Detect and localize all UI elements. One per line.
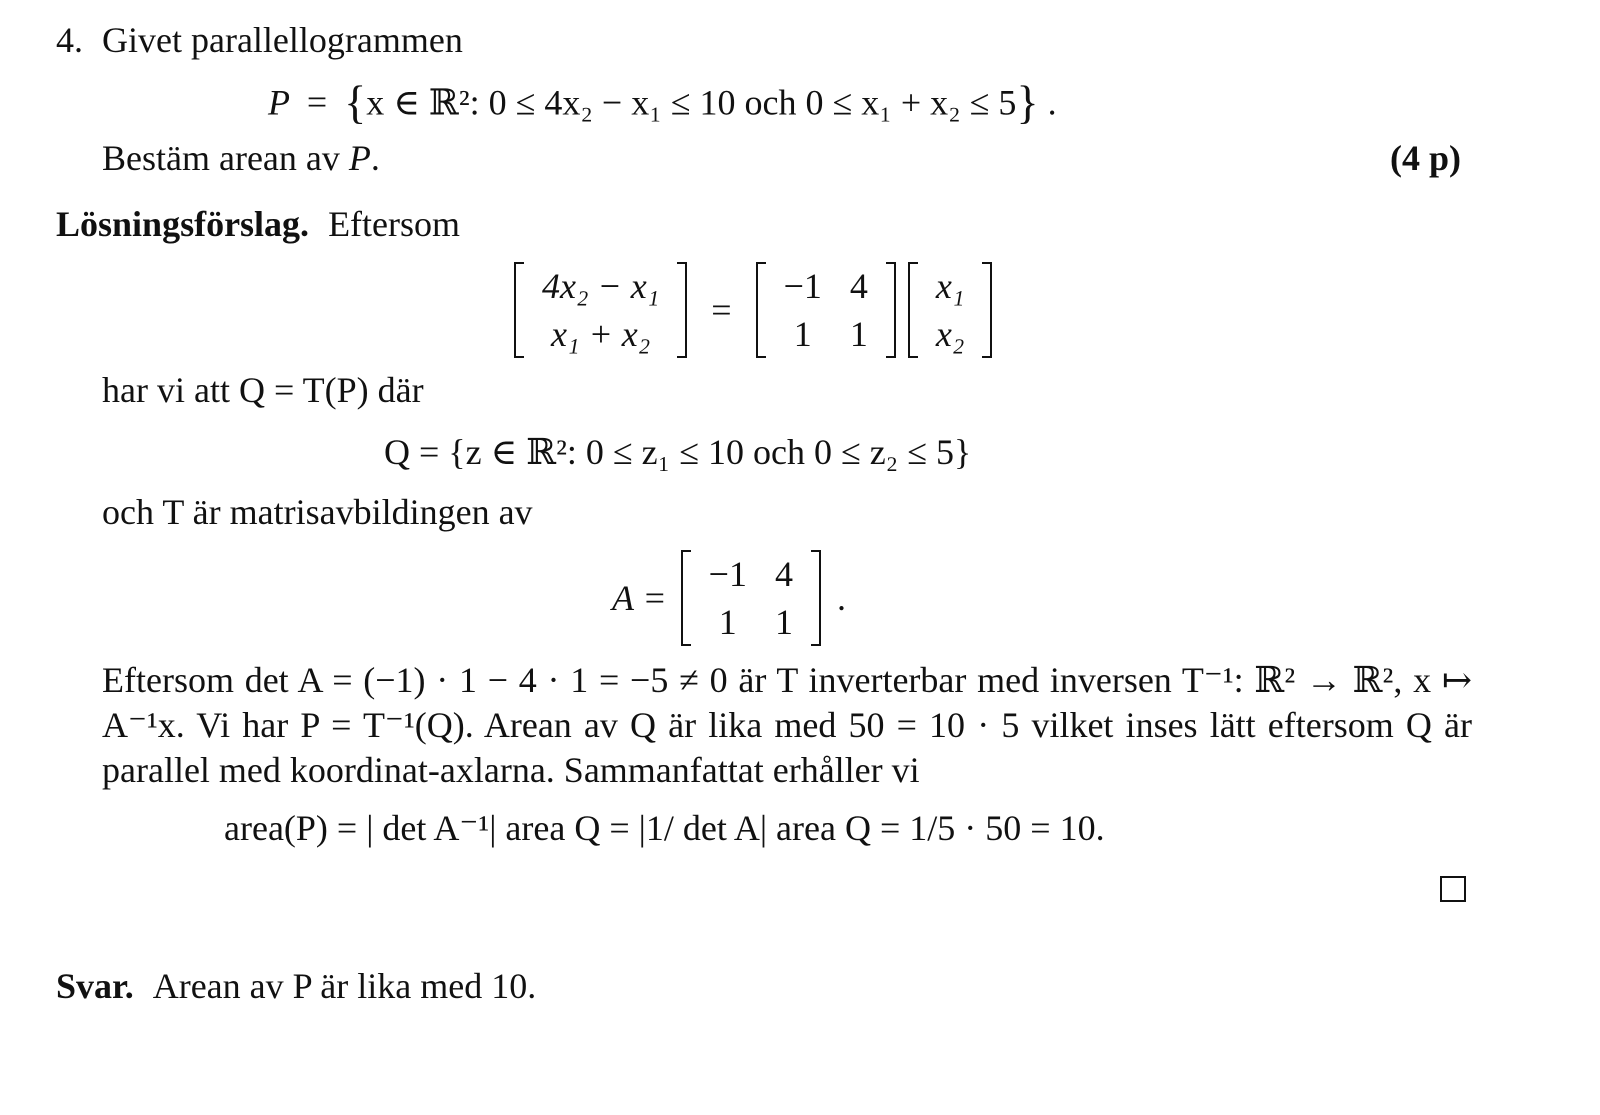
- vector-rhs-entry: x₁: [935, 266, 965, 306]
- matrix-equation: [514, 262, 992, 358]
- solution-paragraph: Eftersom det A = (−1) · 1 − 4 · 1 = −5 ≠ 0 är T inverterbar med inversen T⁻¹: ℝ² → ℝ², x ↦ A⁻¹x. Vi har P = T⁻¹(Q). Arean av Q är lika med 50 = 10 · 5 vilket inses lätt eftersom Q är parallel med koordinat-axlarna. Sammanfattat erhåller vi: [102, 660, 1472, 790]
- matrix-entry: 4: [774, 554, 793, 594]
- set-definition-p: P = {x ∈ ℝ²: 0 ≤ 4x₂ − x₁ ≤ 10 och 0 ≤ x₁ + x₂ ≤ 5} .: [268, 77, 1057, 128]
- vector-lhs: [514, 262, 687, 358]
- intro-text: Givet parallellogrammen: [102, 20, 463, 60]
- task-line: Bestäm arean av P.: [102, 138, 380, 178]
- coefficient-matrix: [756, 262, 896, 358]
- matrix-entry: 4: [849, 266, 868, 306]
- matrix-entry: 1: [793, 314, 812, 354]
- answer-text: Arean av P är lika med 10.: [152, 966, 537, 1006]
- brace-open: {: [344, 77, 367, 128]
- matrix-entry: 1: [774, 602, 793, 642]
- points-label: (4 p): [1390, 138, 1461, 178]
- matrix-a-label: A =: [612, 578, 667, 618]
- set-eq: =: [306, 82, 328, 123]
- matrix-entry: −1: [783, 266, 822, 306]
- line-t: och T är matrisavbildingen av: [102, 492, 533, 532]
- task-text: Bestäm arean av: [102, 138, 340, 178]
- vector-lhs-entry: x₁ + x₂: [551, 314, 651, 354]
- solution-heading-line: [56, 206, 460, 242]
- vector-lhs-entry: 4x₂ − x₁: [542, 266, 660, 306]
- solution-lead: Eftersom: [328, 204, 461, 244]
- vector-rhs-entry: x₂: [935, 314, 965, 354]
- problem-number: [56, 22, 463, 58]
- set-lhs: P: [268, 82, 290, 123]
- task-var: P: [348, 138, 371, 178]
- matrix-entry: 1: [849, 314, 868, 354]
- solution-heading: Lösningsförslag.: [56, 204, 310, 244]
- qed-square-icon: [1440, 876, 1466, 902]
- answer-label: Svar.: [56, 966, 134, 1006]
- set-body: x ∈ ℝ²: 0 ≤ 4x₂ − x₁ ≤ 10 och 0 ≤ x₁ + x₂ ≤ 5: [366, 82, 1017, 123]
- matrix-entry: 1: [718, 602, 737, 642]
- number-label: 4.: [56, 20, 83, 60]
- brace-close: }: [1016, 77, 1039, 128]
- matrix-a-definition: A = −1 4 1 1 .: [612, 550, 846, 646]
- matrix-a: [681, 550, 821, 646]
- line-q: har vi att Q = T(P) där: [102, 370, 424, 410]
- matrix-entry: −1: [708, 554, 747, 594]
- equals-sign: =: [711, 290, 732, 330]
- vector-rhs: [908, 262, 993, 358]
- answer-line: [56, 968, 536, 1004]
- area-formula: area(P) = | det A⁻¹| area Q = |1/ det A| area Q = 1/5 · 50 = 10.: [224, 808, 1105, 848]
- set-definition-q: Q = {z ∈ ℝ²: 0 ≤ z₁ ≤ 10 och 0 ≤ z₂ ≤ 5}: [384, 432, 972, 472]
